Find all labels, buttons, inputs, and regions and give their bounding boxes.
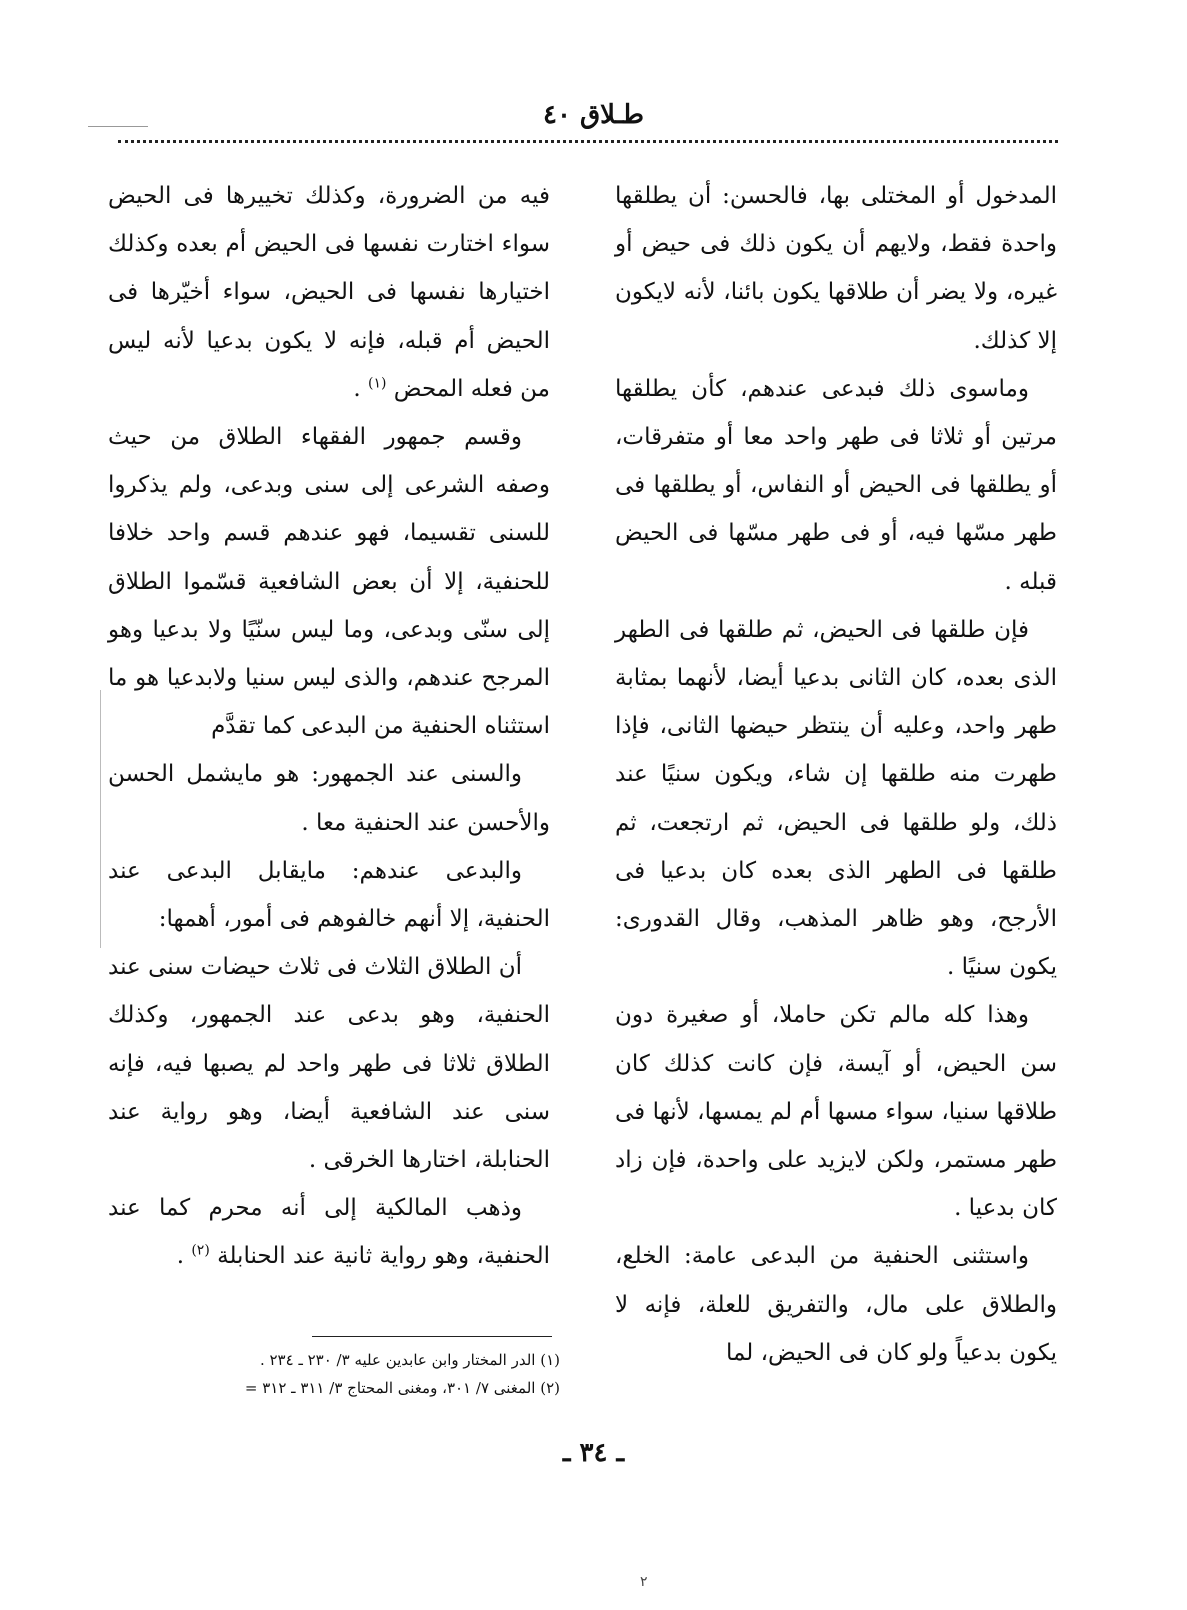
footnote: (٢) المغنى ٧/ ٣٠١، ومغنى المحتاج ٣/ ٣١١ ـ ٣١٢ = [244, 1379, 560, 1397]
footnote: (١) الدر المختار وابن عابدين عليه ٣/ ٢٣٠ ـ ٢٣٤ . [259, 1351, 560, 1369]
paragraph: واستثنى الحنفية من البدعى عامة: الخلع، والطلاق على مال، والتفريق للعلة، فإنه لا يكون بدعياً ولو كان فى الحيض، لما [615, 1243, 1057, 1366]
paragraph-end: . [353, 375, 361, 402]
paragraph: وقسم جمهور الفقهاء الطلاق من حيث وصفه الشرعى إلى سنى وبدعى، ولم يذكروا للسنى تقسيما، فهو عندهم قسم واحد خلافا للحنفية، إلا أن بعض الشافعية قسّموا الطلاق إلى سنّى وبدعى، وما ليس سنّيًا ولا بدعيا وهو المرجح عندهم، والذى ليس سنيا ولابدعيا هو ما استثناه الحنفية من البدعى كما تقدَّم [108, 424, 550, 740]
header-title: طـلاق ٤٠ [543, 100, 644, 130]
right-column [615, 172, 1057, 1377]
margin-line [100, 690, 101, 948]
paragraph: فإن طلقها فى الحيض، ثم طلقها فى الطهر الذى بعده، كان الثانى بدعيا أيضا، لأنهما بمثابة طهر واحد، وعليه أن ينتظر حيضها الثانى، فإذا طهرت منه طلقها إن شاء، ويكون سنيًا عند ذلك، ولو طلقها فى الحيض، ثم ارتجعت، ثم طلقها فى الطهر الذى بعده كان بدعيا فى الأرجح، وهو ظاهر المذهب، وقال القدورى: يكون سنيًا . [615, 616, 1057, 981]
footnote-marker: (١) [368, 375, 387, 392]
paragraph: والسنى عند الجمهور: هو مايشمل الحسن والأحسن عند الحنفية معا . [108, 761, 550, 836]
footnote-separator [312, 1336, 552, 1337]
paragraph [108, 172, 550, 413]
footnotes [150, 1346, 560, 1402]
stray-mark: ٢ [640, 1574, 648, 1590]
paragraph: المدخول أو المختلى بها، فالحسن: أن يطلقها واحدة فقط، ولايهم أن يكون ذلك فى حيض أو غيره، ولا يضر أن طلاقها يكون بائنا، لأنه لايكون إلا كذلك. [615, 183, 1057, 354]
paragraph: أن الطلاق الثلاث فى ثلاث حيضات سنى عند الحنفية، وهو بدعى عند الجمهور، وكذلك الطلاق ثلاثا فى طهر واحد لم يصبها فيه، فإنه سنى عند الشافعية أيضا، وهو رواية عند الحنابلة، اختارها الخرقى . [108, 954, 550, 1174]
paragraph-text: فيه من الضرورة، وكذلك تخييرها فى الحيض سواء اختارت نفسها فى الحيض أم بعده وكذلك اختيارها نفسها فى الحيض، سواء أخيّرها فى الحيض أم قبله، فإنه لا يكون بدعيا لأنه ليس من فعله المحض [108, 183, 550, 402]
paragraph: وماسوى ذلك فبدعى عندهم، كأن يطلقها مرتين أو ثلاثا فى طهر واحد معا أو متفرقات، أو يطلقها فى الحيض أو النفاس، أو يطلقها فى طهر مسّها فيه، أو فى طهر مسّها فى الحيض قبله . [615, 375, 1057, 595]
header-dotted-rule [118, 140, 1058, 143]
paragraph-end: . [176, 1243, 185, 1270]
paragraph: والبدعى عندهم: مايقابل البدعى عند الحنفية، إلا أنهم خالفوهم فى أمور، أهمها: [108, 857, 550, 933]
paragraph: وهذا كله مالم تكن حاملا، أو صغيرة دون سن الحيض، أو آيسة، فإن كانت كذلك كان طلاقها سنيا، سواء مسها أم لم يمسها، لأنها فى طهر مستمر، ولكن لايزيد على واحدة، فإن زاد كان بدعيا . [615, 1002, 1057, 1222]
paragraph-text: وذهب المالكية إلى أنه محرم كما عند الحنفية، وهو رواية ثانية عند الحنابلة [108, 1195, 550, 1270]
left-column [108, 172, 550, 1281]
page-number: ـ ٣٤ ـ [562, 1438, 625, 1468]
footnote-marker: (٢) [191, 1242, 210, 1259]
paragraph [108, 1184, 550, 1280]
page-header [0, 100, 1187, 130]
